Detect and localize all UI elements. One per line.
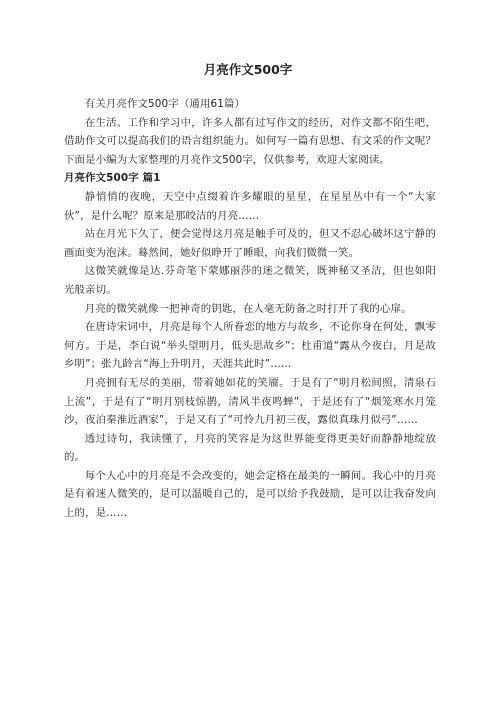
- body-paragraph: 透过诗句，我读懂了，月亮的笑容是为这世界能变得更美好而静静地绽放的。: [64, 432, 436, 464]
- intro-subtitle: 有关月亮作文500字（通用61篇）: [84, 98, 246, 110]
- body-paragraph: 这微笑就像是达.芬奇笔下蒙娜丽莎的迷之微笑，既神秘又圣洁，但也如阳光般亲切。: [64, 265, 436, 296]
- body-paragraph: 静悄悄的夜晚，天空中点缀着许多耀眼的星星，在星星丛中有一个“大家伙”，是什么呢？原来是那皎洁的月亮……: [64, 190, 436, 222]
- document-body: [64, 95, 436, 523]
- intro-paragraph: 在生活、工作和学习中，许多人都有过写作文的经历，对作文都不陌生吧，借助作文可以提高我们的语言组织能力。如何写一篇有思想、有文采的作文呢？下面是小编为大家整理的月亮作文500字，仅供参考，欢迎大家阅读。: [64, 116, 436, 166]
- body-paragraph: 在唐诗宋词中，月亮是每个人所眷恋的地方与故乡，不论你身在何处，飘零何方。于是，李白说“举头望明月，低头思故乡”；杜甫道“露从今夜白，月是故乡明”；张九龄言“海上升明月，天涯共此时”……: [64, 321, 436, 371]
- body-paragraph: 站在月光下久了，便会觉得这月亮是触手可及的，但又不忍心破坏这宁静的画面变为泡沫。蓦然间，她好似睁开了睡眼，向我们微微一笑。: [64, 228, 436, 259]
- body-paragraph: 每个人心中的月亮是不会改变的，她会定格在最美的一瞬间。我心中的月亮是有着迷人微笑的，是可以温暖自己的，是可以给予我鼓励，是可以让我奋发向上的，是……: [64, 469, 436, 520]
- body-paragraph: 月亮拥有无尽的美丽，带着她如花的笑靥。于是有了“明月松间照，清泉石上流”，于是有了“明月别枝惊鹊，清风半夜鸣蝉”，于是还有了“烟笼寒水月笼沙，夜泊秦淮近酒家”，于是又有了“可怜九月初三夜，露似真珠月似弓”……: [64, 376, 436, 427]
- document-title: 月亮作文500字: [203, 62, 293, 77]
- body-paragraph: 月亮的微笑就像一把神奇的钥匙，在人毫无防备之时打开了我的心扉。: [84, 302, 412, 315]
- section-heading: 月亮作文500字 篇1: [64, 172, 161, 185]
